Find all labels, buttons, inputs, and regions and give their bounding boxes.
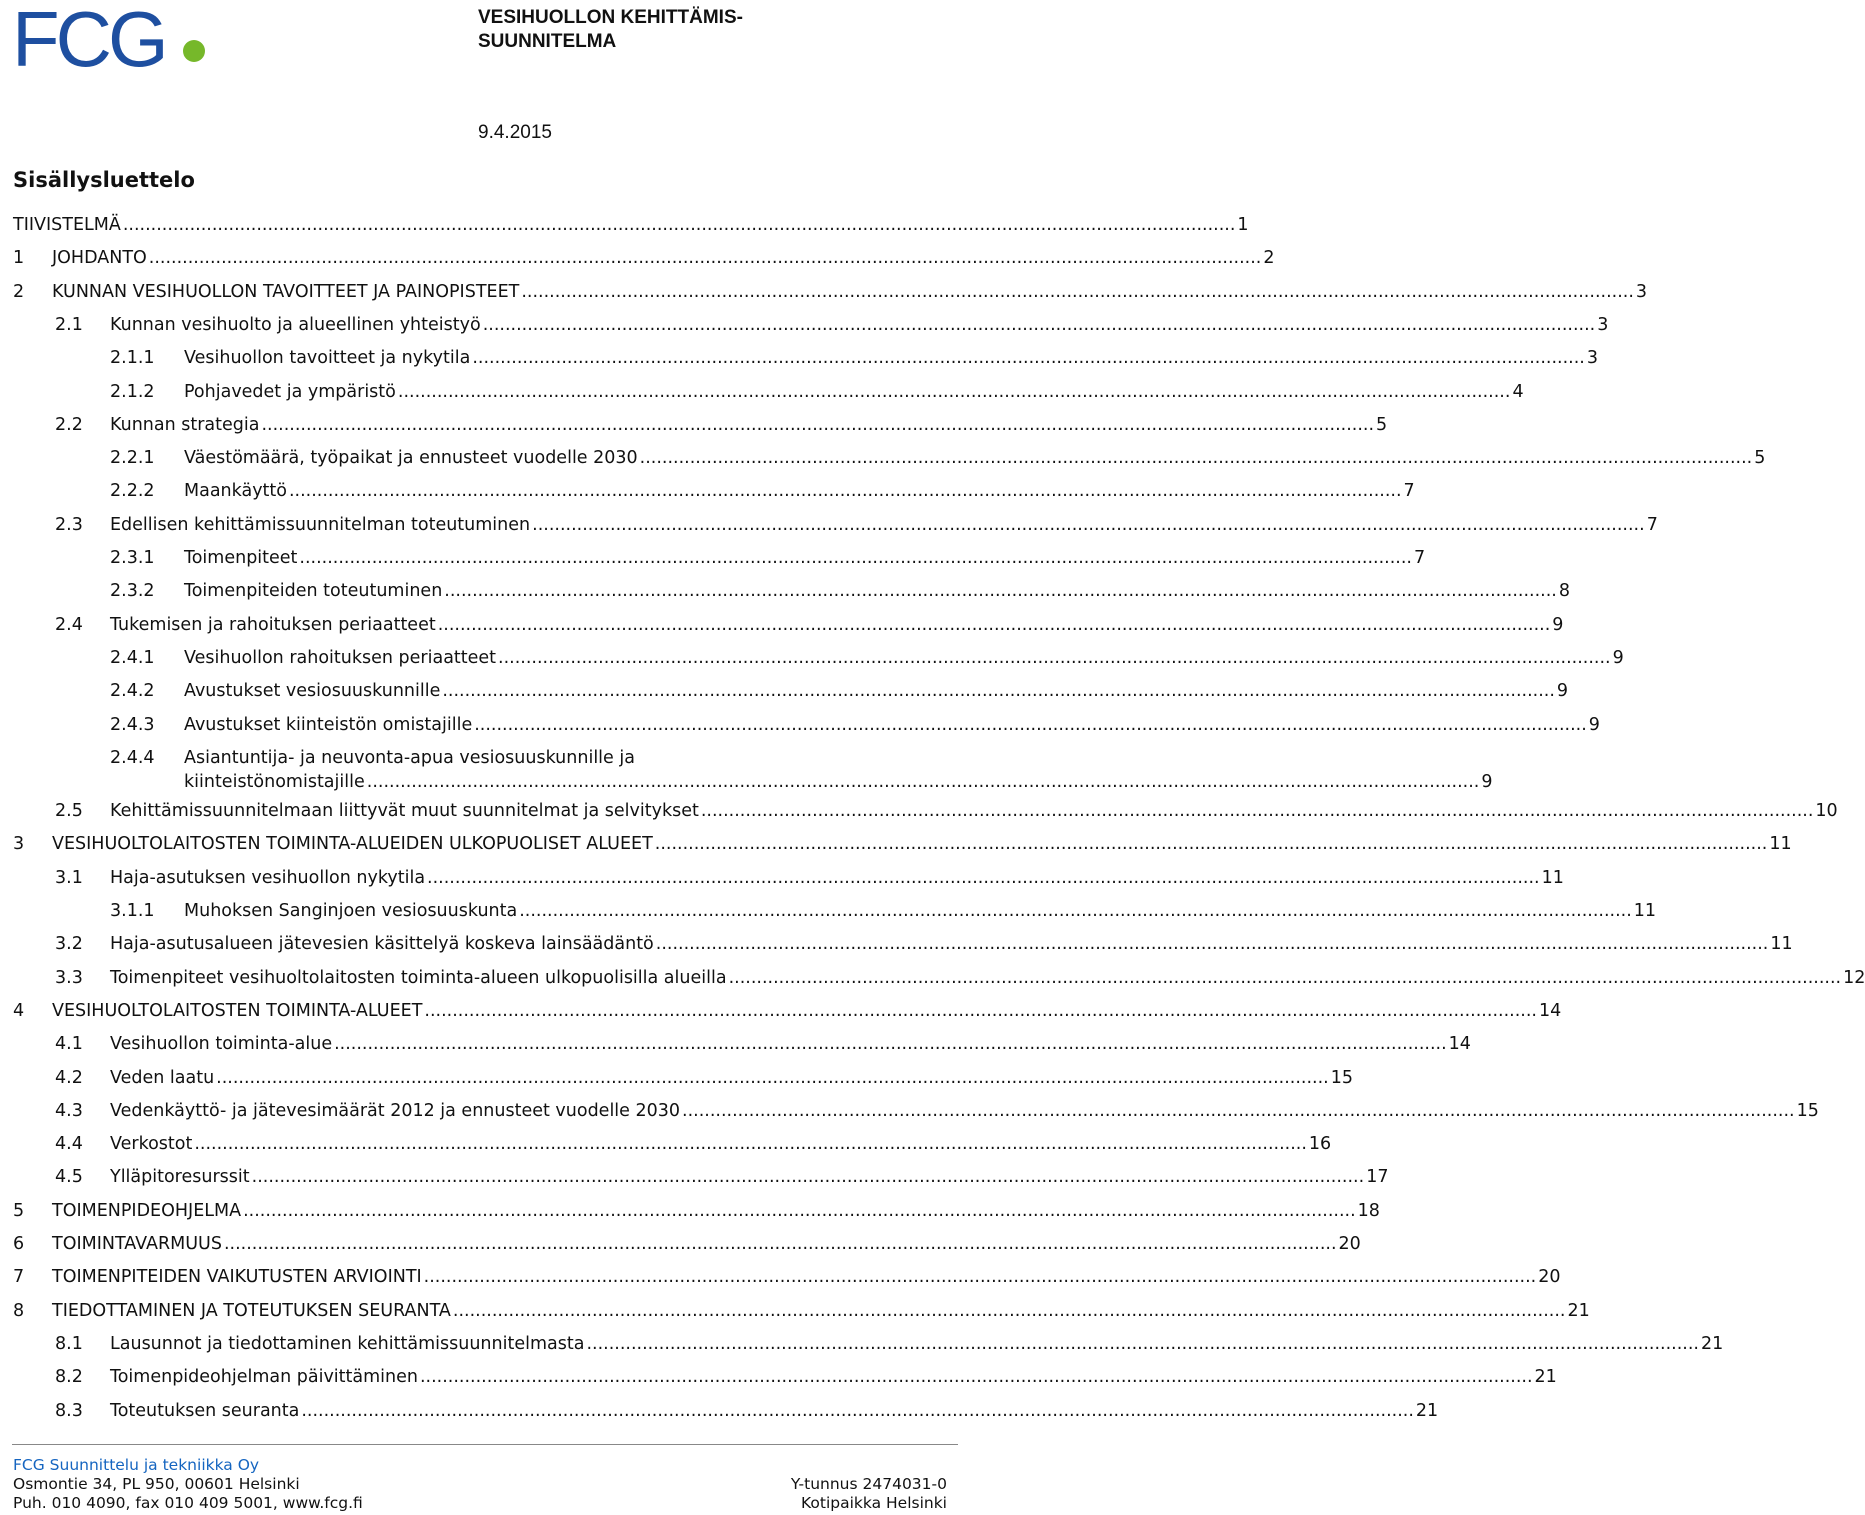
toc-entry-number: 4.3 (55, 1100, 83, 1121)
footer-domicile: Kotipaikka Helsinki (801, 1494, 947, 1512)
toc-entry[interactable] (55, 1030, 1471, 1058)
toc-entry[interactable] (110, 344, 1599, 372)
toc-entry-title: Kunnan strategia (110, 414, 260, 435)
toc-entry[interactable] (13, 830, 1792, 858)
toc-dot-leader: ........................................................................................................................................................................................................ (654, 834, 1768, 855)
toc-entry-page: 9 (1552, 614, 1564, 635)
toc-entry[interactable] (110, 644, 1624, 672)
toc-entry-number: 2.3.1 (110, 548, 155, 568)
footer-left (13, 1456, 363, 1513)
toc-dot-leader: ........................................................................................................................................................................................................ (148, 248, 1262, 269)
toc-dot-leader: ........................................................................................................................................................................................................ (437, 614, 1551, 635)
toc-entry[interactable] (55, 1130, 1332, 1158)
toc-dot-leader: ........................................................................................................................................................................................................ (423, 1267, 1537, 1288)
toc-entry-page: 15 (1796, 1100, 1819, 1121)
toc-entry[interactable] (55, 1330, 1724, 1358)
toc-entry-number: 8.2 (55, 1367, 83, 1388)
toc-entry-page: 18 (1357, 1200, 1380, 1221)
toc-entry-page: 7 (1403, 481, 1415, 502)
toc-entry-page: 9 (1556, 681, 1569, 702)
toc-entry[interactable] (13, 1263, 1561, 1291)
toc-entry-number: 4.4 (55, 1134, 83, 1155)
toc-dot-leader: ........................................................................................................................................................................................................ (122, 215, 1236, 235)
footer-address: Osmontie 34, PL 950, 00601 Helsinki (13, 1475, 300, 1493)
toc-dot-leader: ........................................................................................................................................................................................................ (655, 934, 1769, 955)
toc-entry-page: 5 (1754, 448, 1766, 469)
toc-entry-title: Kunnan vesihuolto ja alueellinen yhteistyö (110, 314, 481, 335)
toc-entry[interactable] (55, 411, 1388, 439)
toc-entry-title: Haja-asutusalueen jätevesien käsittelyä koskeva lainsäädäntö (110, 934, 654, 955)
toc-entry-page: 14 (1448, 1034, 1471, 1055)
toc-entry-page: 16 (1308, 1134, 1332, 1155)
toc-entry-title: Toimenpideohjelman päivittäminen (110, 1367, 418, 1388)
toc-dot-leader: ........................................................................................................................................................................................................ (194, 1134, 1307, 1155)
toc-entry-number: 2.4 (55, 614, 83, 635)
toc-dot-leader: ........................................................................................................................................................................................................ (216, 1067, 1329, 1088)
toc-entry-title: Edellisen kehittämissuunnitelman toteutuminen (110, 514, 531, 535)
toc-entry[interactable] (110, 378, 1524, 406)
fcg-logo (12, 0, 212, 83)
toc-dot-leader: ........................................................................................................................................................................................................ (251, 1167, 1365, 1188)
toc-entry-number: 6 (13, 1234, 25, 1254)
toc-entry-number: 8.1 (55, 1333, 83, 1354)
toc-entry-page: 20 (1538, 1267, 1561, 1288)
toc-dot-leader: ........................................................................................................................................................................................................ (521, 281, 1634, 302)
toc-entry-number: 2.2.1 (110, 448, 155, 469)
toc-entry-title: Väestömäärä, työpaikat ja ennusteet vuodelle 2030 (184, 448, 638, 469)
toc-entry-number: 2.1 (55, 314, 83, 335)
toc-entry-page: 14 (1538, 1000, 1562, 1021)
footer-company: FCG Suunnittelu ja tekniikka Oy (13, 1456, 260, 1474)
toc-entry-page: 21 (1534, 1367, 1557, 1388)
toc-entry[interactable] (55, 1363, 1557, 1391)
toc-entry[interactable] (55, 511, 1658, 539)
toc-entry-number: 8 (13, 1300, 25, 1321)
toc-dot-leader: ........................................................................................................................................................................................................ (243, 1200, 1356, 1221)
toc-entry-page: 3 (1635, 281, 1648, 302)
toc-entry-title-continued: kiinteistönomistajille (184, 771, 365, 792)
toc-entry[interactable] (13, 1230, 1361, 1258)
toc-dot-leader: ........................................................................................................................................................................................................ (301, 1400, 1414, 1421)
toc-dot-leader: ........................................................................................................................................................................................................ (397, 381, 1511, 402)
toc-entry-number: 2 (13, 281, 25, 302)
toc-entry-title: VESIHUOLTOLAITOSTEN TOIMINTA-ALUEET (52, 1000, 423, 1021)
toc-entry-number: 2.3 (55, 514, 83, 535)
toc-dot-leader: ........................................................................................................................................................................................................ (444, 581, 1557, 602)
toc-dot-leader: ........................................................................................................................................................................................................ (334, 1034, 1447, 1055)
toc-entry-number: 2.5 (55, 801, 83, 822)
toc-entry-title: Ylläpitoresurssit (110, 1167, 250, 1188)
toc-entry[interactable] (13, 1297, 1590, 1325)
toc-entry-title: Pohjavedet ja ympäristö (184, 381, 396, 402)
toc-entry-page: 15 (1330, 1067, 1354, 1088)
toc-entry-title: Vedenkäyttö- ja jätevesimäärät 2012 ja ennusteet vuodelle 2030 (110, 1100, 681, 1121)
toc-entry-title: TIEDOTTAMINEN JA TOTEUTUKSEN SEURANTA (52, 1300, 451, 1321)
toc-entry-title: Toteutuksen seuranta (110, 1400, 300, 1421)
toc-entry-number: 3.1.1 (110, 901, 155, 921)
toc-entry-title: Asiantuntija- ja neuvonta-apua vesiosuuskunnille ja (184, 747, 635, 768)
toc-dot-leader: ........................................................................................................................................................................................................ (472, 348, 1585, 369)
toc-dot-leader: ........................................................................................................................................................................................................ (482, 314, 1596, 335)
toc-entry-page: 5 (1376, 414, 1388, 435)
toc-entry-title: Kehittämissuunnitelmaan liittyvät muut suunnitelmat ja selvitykset (110, 801, 699, 822)
toc-entry-page: 21 (1567, 1300, 1590, 1321)
footer-contact: Puh. 010 4090, fax 010 409 5001, www.fcg.fi (13, 1494, 363, 1512)
document-title: VESIHUOLLON KEHITTÄMIS- SUUNNITELMA (478, 7, 743, 52)
toc-entry-number: 8.3 (55, 1400, 83, 1421)
toc-entry[interactable] (13, 211, 1249, 239)
toc-entry-title: Lausunnot ja tiedottaminen kehittämissuunnitelmasta (110, 1333, 585, 1354)
toc-entry-number: 2.2.2 (110, 481, 155, 502)
toc-entry-page: 17 (1366, 1167, 1389, 1188)
toc-entry-page: 9 (1588, 714, 1600, 735)
toc-entry-title: Maankäyttö (184, 481, 287, 502)
toc-entry[interactable] (13, 997, 1562, 1025)
toc-entry-page: 3 (1597, 314, 1609, 335)
toc-entry-number: 2.4.1 (110, 647, 155, 668)
toc-entry-title: JOHDANTO (52, 248, 147, 269)
toc-dot-leader: ........................................................................................................................................................................................................ (419, 1367, 1533, 1388)
toc-entry[interactable] (13, 244, 1275, 272)
toc-entry[interactable] (55, 1163, 1389, 1191)
toc-entry-title: Tukemisen ja rahoituksen periaatteet (110, 614, 436, 635)
toc-entry-title: Vesihuollon rahoituksen periaatteet (184, 647, 497, 668)
toc-entry-title: Vesihuollon toiminta-alue (110, 1034, 333, 1055)
toc-entry[interactable] (110, 744, 1493, 798)
toc-entry[interactable] (55, 797, 1838, 825)
toc-entry-number: 1 (13, 248, 25, 269)
toc-entry-page: 1 (1237, 215, 1249, 235)
toc-entry[interactable] (55, 864, 1564, 892)
toc-entry-page: 7 (1413, 548, 1426, 568)
toc-dot-leader: ........................................................................................................................................................................................................ (532, 514, 1645, 535)
toc-entry-number: 4.5 (55, 1167, 83, 1188)
toc-entry-number: 5 (13, 1200, 25, 1221)
toc-entry[interactable] (110, 711, 1600, 739)
footer-right (791, 1475, 947, 1513)
toc-entry-page: 21 (1701, 1333, 1724, 1354)
toc-entry-title: Verkostot (110, 1134, 193, 1155)
toc-dot-leader: ........................................................................................................................................................................................................ (728, 967, 1842, 988)
toc-entry[interactable] (55, 930, 1793, 958)
logo-text: FCG (12, 0, 165, 83)
footer-business-id: Y-tunnus 2474031-0 (790, 1475, 947, 1493)
toc-entry-page: 11 (1770, 934, 1793, 955)
toc-dot-leader: ........................................................................................................................................................................................................ (261, 414, 1375, 435)
toc-entry-title: Toimenpiteiden toteutuminen (184, 581, 443, 602)
toc-entry-number: 2.4.4 (110, 747, 155, 768)
toc-entry-page: 3 (1586, 348, 1599, 369)
toc-entry[interactable] (110, 897, 1657, 925)
toc-entry-page: 11 (1541, 867, 1564, 888)
toc-entry[interactable] (13, 1197, 1380, 1225)
toc-entry-number: 2.2 (55, 414, 83, 435)
toc-dot-leader: ........................................................................................................................................................................................................ (700, 801, 1814, 822)
toc-entry-number: 3 (13, 834, 25, 855)
toc-entry-number: 2.1.1 (110, 348, 155, 369)
toc-entry-number: 2.1.2 (110, 381, 155, 402)
logo-dot-icon (183, 40, 205, 62)
toc-entry[interactable] (110, 577, 1570, 605)
toc-entry[interactable] (55, 311, 1609, 339)
toc-entry-title: TOIMENPIDEOHJELMA (52, 1200, 242, 1221)
toc-entry-page: 4 (1512, 381, 1524, 402)
toc-entry-number: 3.3 (55, 967, 83, 988)
toc-dot-leader: ........................................................................................................................................................................................................ (366, 771, 1480, 792)
toc-entry-title: TIIVISTELMÄ (13, 215, 121, 235)
toc-entry-page: 8 (1558, 581, 1570, 602)
toc-entry-page: 9 (1481, 771, 1493, 792)
toc-entry[interactable] (55, 1097, 1819, 1125)
toc-entry-number: 7 (13, 1267, 25, 1288)
toc-dot-leader: ........................................................................................................................................................................................................ (288, 481, 1402, 502)
toc-entry-number: 3.1 (55, 867, 83, 888)
toc-entry[interactable] (110, 444, 1766, 472)
toc-entry-number: 3.2 (55, 934, 83, 955)
toc-entry-page: 7 (1646, 514, 1658, 535)
toc-entry-title: Toimenpiteet (184, 548, 298, 568)
toc-dot-leader: ........................................................................................................................................................................................................ (498, 647, 1611, 668)
toc-entry-number: 4.1 (55, 1034, 83, 1055)
toc-dot-leader: ........................................................................................................................................................................................................ (223, 1234, 1337, 1254)
toc-heading: Sisällysluettelo (13, 168, 195, 192)
toc-entry-number: 2.4.2 (110, 681, 155, 702)
toc-entry-title: VESIHUOLTOLAITOSTEN TOIMINTA-ALUEIDEN ULKOPUOLISET ALUEET (52, 834, 653, 855)
toc-entry[interactable] (55, 1064, 1354, 1092)
toc-entry-title: Haja-asutuksen vesihuollon nykytila (110, 867, 426, 888)
toc-entry-page: 11 (1769, 834, 1792, 855)
toc-entry[interactable] (55, 1397, 1439, 1425)
toc-entry-page: 21 (1415, 1400, 1439, 1421)
toc-entry-number: 4 (13, 1000, 25, 1021)
toc-entry-page: 20 (1338, 1234, 1361, 1254)
toc-entry-title: KUNNAN VESIHUOLLON TAVOITTEET JA PAINOPISTEET (52, 281, 520, 302)
toc-entry-title: Avustukset kiinteistön omistajille (184, 714, 473, 735)
toc-entry-title: TOIMENPITEIDEN VAIKUTUSTEN ARVIOINTI (52, 1267, 422, 1288)
toc-entry[interactable] (110, 544, 1426, 572)
toc-dot-leader: ........................................................................................................................................................................................................ (639, 448, 1753, 469)
toc-entry-number: 2.3.2 (110, 581, 155, 602)
toc-entry[interactable] (13, 278, 1648, 306)
toc-entry[interactable] (55, 964, 1865, 992)
footer-divider (12, 1444, 958, 1445)
toc-entry-title: TOIMINTAVARMUUS (52, 1234, 222, 1254)
toc-dot-leader: ........................................................................................................................................................................................................ (474, 714, 1587, 735)
toc-dot-leader: ........................................................................................................................................................................................................ (519, 901, 1632, 921)
toc-entry-number: 4.2 (55, 1067, 83, 1088)
toc-dot-leader: ........................................................................................................................................................................................................ (442, 681, 1555, 702)
toc-entry-page: 9 (1612, 647, 1624, 668)
toc-entry[interactable] (110, 477, 1415, 505)
toc-entry[interactable] (110, 677, 1569, 705)
toc-dot-leader: ........................................................................................................................................................................................................ (427, 867, 1540, 888)
toc-dot-leader: ........................................................................................................................................................................................................ (682, 1100, 1795, 1121)
toc-entry-title: Avustukset vesiosuuskunnille (184, 681, 441, 702)
toc-dot-leader: ........................................................................................................................................................................................................ (424, 1000, 1537, 1021)
toc-entry-number: 2.4.3 (110, 714, 155, 735)
toc-entry-page: 12 (1843, 967, 1865, 988)
toc-entry-title: Muhoksen Sanginjoen vesiosuuskunta (184, 901, 518, 921)
document-date: 9.4.2015 (478, 122, 552, 143)
toc-entry-title: Toimenpiteet vesihuoltolaitosten toiminta-alueen ulkopuolisilla alueilla (110, 967, 727, 988)
toc-entry-title: Vesihuollon tavoitteet ja nykytila (184, 348, 471, 369)
toc-entry-page: 2 (1263, 248, 1275, 269)
toc-entry[interactable] (55, 611, 1564, 639)
toc-dot-leader: ........................................................................................................................................................................................................ (452, 1300, 1566, 1321)
toc-entry-page: 11 (1633, 901, 1657, 921)
toc-dot-leader: ........................................................................................................................................................................................................ (586, 1333, 1699, 1354)
toc-entry-page: 10 (1815, 801, 1838, 822)
toc-dot-leader: ........................................................................................................................................................................................................ (299, 548, 1412, 568)
toc-entry-title: Veden laatu (110, 1067, 215, 1088)
